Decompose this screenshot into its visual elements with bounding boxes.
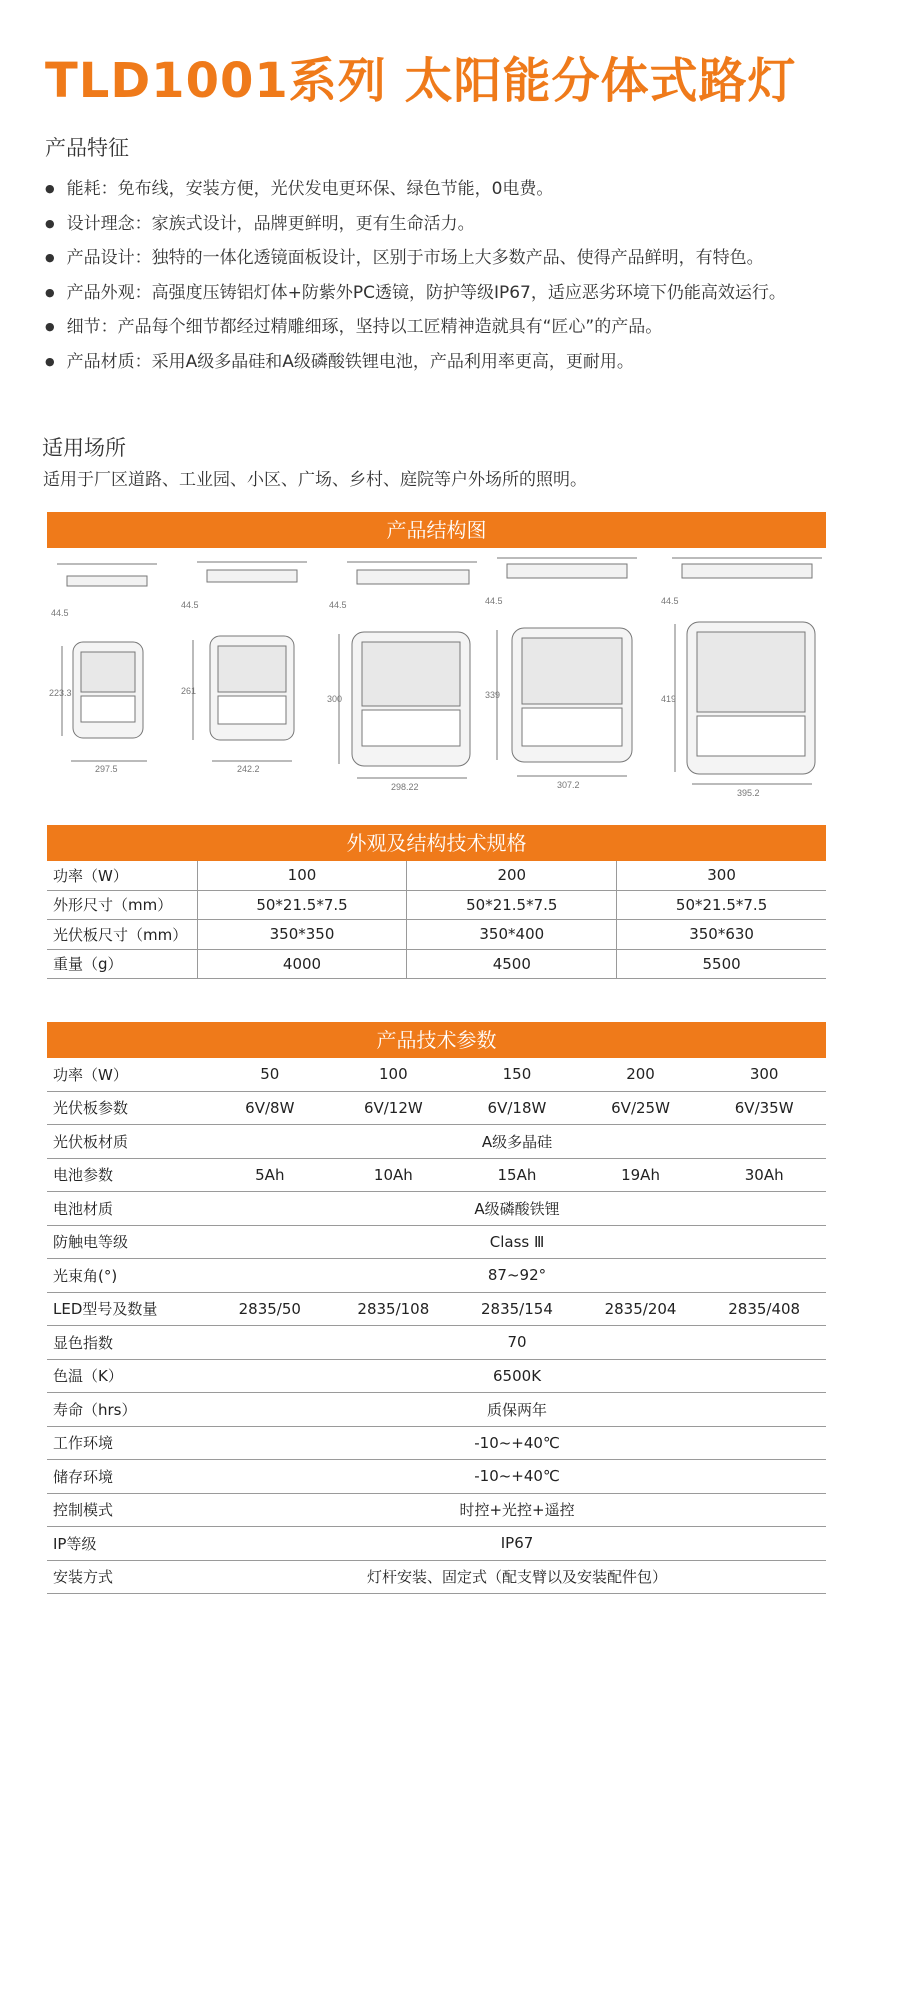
table-cell: 6500K	[208, 1359, 826, 1393]
param-table	[47, 1058, 826, 1594]
table-cell: 安装方式	[47, 1560, 208, 1594]
table-cell: 5Ah	[208, 1158, 332, 1192]
table-cell: 70	[208, 1326, 826, 1360]
table-cell: 2835/204	[579, 1292, 703, 1326]
model-3-width: 298.22	[391, 782, 419, 792]
model-5-side-height: 419	[661, 694, 677, 704]
table-row	[47, 1426, 826, 1460]
table-cell: 重量（g）	[47, 949, 197, 979]
param-banner: 产品技术参数	[47, 1022, 826, 1058]
table-cell: 外形尺寸（mm）	[47, 890, 197, 920]
model-3-drawing	[339, 562, 477, 778]
table-row	[47, 949, 826, 979]
table-row	[47, 1460, 826, 1494]
table-row	[47, 920, 826, 950]
feature-item: ● 产品设计：独特的一体化透镜面板设计，区别于市场上大多数产品、使得产品鲜明，有特色。	[45, 241, 786, 276]
table-cell: 87~92°	[208, 1259, 826, 1293]
table-cell: 30Ah	[702, 1158, 826, 1192]
table-cell: 6V/18W	[455, 1091, 579, 1125]
table-row	[47, 1125, 826, 1159]
table-cell: 光伏板材质	[47, 1125, 208, 1159]
spec-table	[47, 861, 826, 979]
table-cell: 100	[197, 861, 407, 890]
table-cell: 300	[702, 1058, 826, 1091]
table-cell: 4000	[197, 949, 407, 979]
table-cell: 2835/154	[455, 1292, 579, 1326]
table-cell: 寿命（hrs）	[47, 1393, 208, 1427]
table-row	[47, 1359, 826, 1393]
table-cell: 功率（W）	[47, 861, 197, 890]
table-cell: 储存环境	[47, 1460, 208, 1494]
table-cell: 2835/408	[702, 1292, 826, 1326]
table-cell: 2835/50	[208, 1292, 332, 1326]
model-4-side-height: 339	[485, 690, 501, 700]
model-4-width: 307.2	[557, 780, 580, 790]
table-cell: A级多晶硅	[208, 1125, 826, 1159]
table-row	[47, 1493, 826, 1527]
table-cell: 工作环境	[47, 1426, 208, 1460]
table-cell: 防触电等级	[47, 1225, 208, 1259]
table-row	[47, 1058, 826, 1091]
table-row	[47, 1527, 826, 1561]
table-cell: -10~+40℃	[208, 1460, 826, 1494]
feature-item: ● 细节：产品每个细节都经过精雕细琢，坚持以工匠精神造就具有“匠心”的产品。	[45, 310, 786, 345]
table-cell: 100	[332, 1058, 456, 1091]
model-2-drawing	[193, 562, 307, 761]
table-cell: 时控+光控+遥控	[208, 1493, 826, 1527]
table-cell: 灯杆安装、固定式（配支臂以及安装配件包）	[208, 1560, 826, 1594]
table-cell: 6V/35W	[702, 1091, 826, 1125]
model-2-top-height: 44.5	[181, 600, 199, 610]
table-cell: 15Ah	[455, 1158, 579, 1192]
table-cell: 200	[579, 1058, 703, 1091]
model-1-side-height: 223.3	[49, 688, 72, 698]
table-cell: 150	[455, 1058, 579, 1091]
feature-item: ● 能耗：免布线，安装方便，光伏发电更环保、绿色节能，0电费。	[45, 172, 786, 207]
model-1-top-height: 44.5	[51, 608, 69, 618]
table-cell: 2835/108	[332, 1292, 456, 1326]
table-cell: 50*21.5*7.5	[617, 890, 826, 920]
table-cell: 6V/25W	[579, 1091, 703, 1125]
table-cell: 电池材质	[47, 1192, 208, 1226]
table-cell: 300	[617, 861, 826, 890]
table-cell: 350*400	[407, 920, 617, 950]
model-3-side-height: 300	[327, 694, 343, 704]
model-4-drawing	[497, 558, 637, 776]
feature-item: ● 设计理念：家族式设计，品牌更鲜明，更有生命活力。	[45, 207, 786, 242]
table-cell: LED型号及数量	[47, 1292, 208, 1326]
table-cell: 19Ah	[579, 1158, 703, 1192]
model-4-top-height: 44.5	[485, 596, 503, 606]
model-5-width: 395.2	[737, 788, 760, 796]
table-cell: 电池参数	[47, 1158, 208, 1192]
table-row	[47, 1292, 826, 1326]
table-cell: IP等级	[47, 1527, 208, 1561]
table-row	[47, 890, 826, 920]
features-list	[45, 172, 786, 379]
table-cell: 功率（W）	[47, 1058, 208, 1091]
table-row	[47, 1158, 826, 1192]
table-cell: 10Ah	[332, 1158, 456, 1192]
table-cell: 光束角(°)	[47, 1259, 208, 1293]
table-cell: 显色指数	[47, 1326, 208, 1360]
table-cell: Class Ⅲ	[208, 1225, 826, 1259]
model-3-top-height: 44.5	[329, 600, 347, 610]
table-row	[47, 861, 826, 890]
model-1-width: 297.5	[95, 764, 118, 774]
table-cell: 5500	[617, 949, 826, 979]
table-cell: 光伏板尺寸（mm）	[47, 920, 197, 950]
table-row	[47, 1393, 826, 1427]
application-heading: 适用场所	[42, 436, 126, 460]
table-row	[47, 1560, 826, 1594]
table-cell: 光伏板参数	[47, 1091, 208, 1125]
model-2-width: 242.2	[237, 764, 260, 774]
model-5-top-height: 44.5	[661, 596, 679, 606]
table-cell: 350*630	[617, 920, 826, 950]
table-cell: 350*350	[197, 920, 407, 950]
table-cell: 4500	[407, 949, 617, 979]
page-title: TLD1001系列 太阳能分体式路灯	[45, 53, 797, 109]
spec-banner: 外观及结构技术规格	[47, 825, 826, 861]
table-cell: 50	[208, 1058, 332, 1091]
table-cell: IP67	[208, 1527, 826, 1561]
table-cell: A级磷酸铁锂	[208, 1192, 826, 1226]
table-cell: 质保两年	[208, 1393, 826, 1427]
table-row	[47, 1091, 826, 1125]
model-2-side-height: 261	[181, 686, 197, 696]
table-cell: 6V/12W	[332, 1091, 456, 1125]
table-cell: -10~+40℃	[208, 1426, 826, 1460]
table-cell: 50*21.5*7.5	[407, 890, 617, 920]
table-row	[47, 1225, 826, 1259]
table-cell: 50*21.5*7.5	[197, 890, 407, 920]
application-text: 适用于厂区道路、工业园、小区、广场、乡村、庭院等户外场所的照明。	[43, 470, 587, 490]
feature-item: ● 产品外观：高强度压铸铝灯体+防紫外PC透镜，防护等级IP67，适应恶劣环境下仍能高效运行。	[45, 276, 786, 311]
model-5-drawing	[672, 558, 822, 784]
structure-banner: 产品结构图	[47, 512, 826, 548]
structure-drawing	[47, 556, 826, 796]
model-1-drawing	[57, 564, 157, 761]
table-row	[47, 1326, 826, 1360]
feature-item: ● 产品材质：采用A级多晶硅和A级磷酸铁锂电池，产品利用率更高，更耐用。	[45, 345, 786, 380]
table-cell: 200	[407, 861, 617, 890]
features-heading: 产品特征	[45, 136, 129, 160]
table-cell: 6V/8W	[208, 1091, 332, 1125]
table-row	[47, 1259, 826, 1293]
table-row	[47, 1192, 826, 1226]
table-cell: 色温（K）	[47, 1359, 208, 1393]
table-cell: 控制模式	[47, 1493, 208, 1527]
